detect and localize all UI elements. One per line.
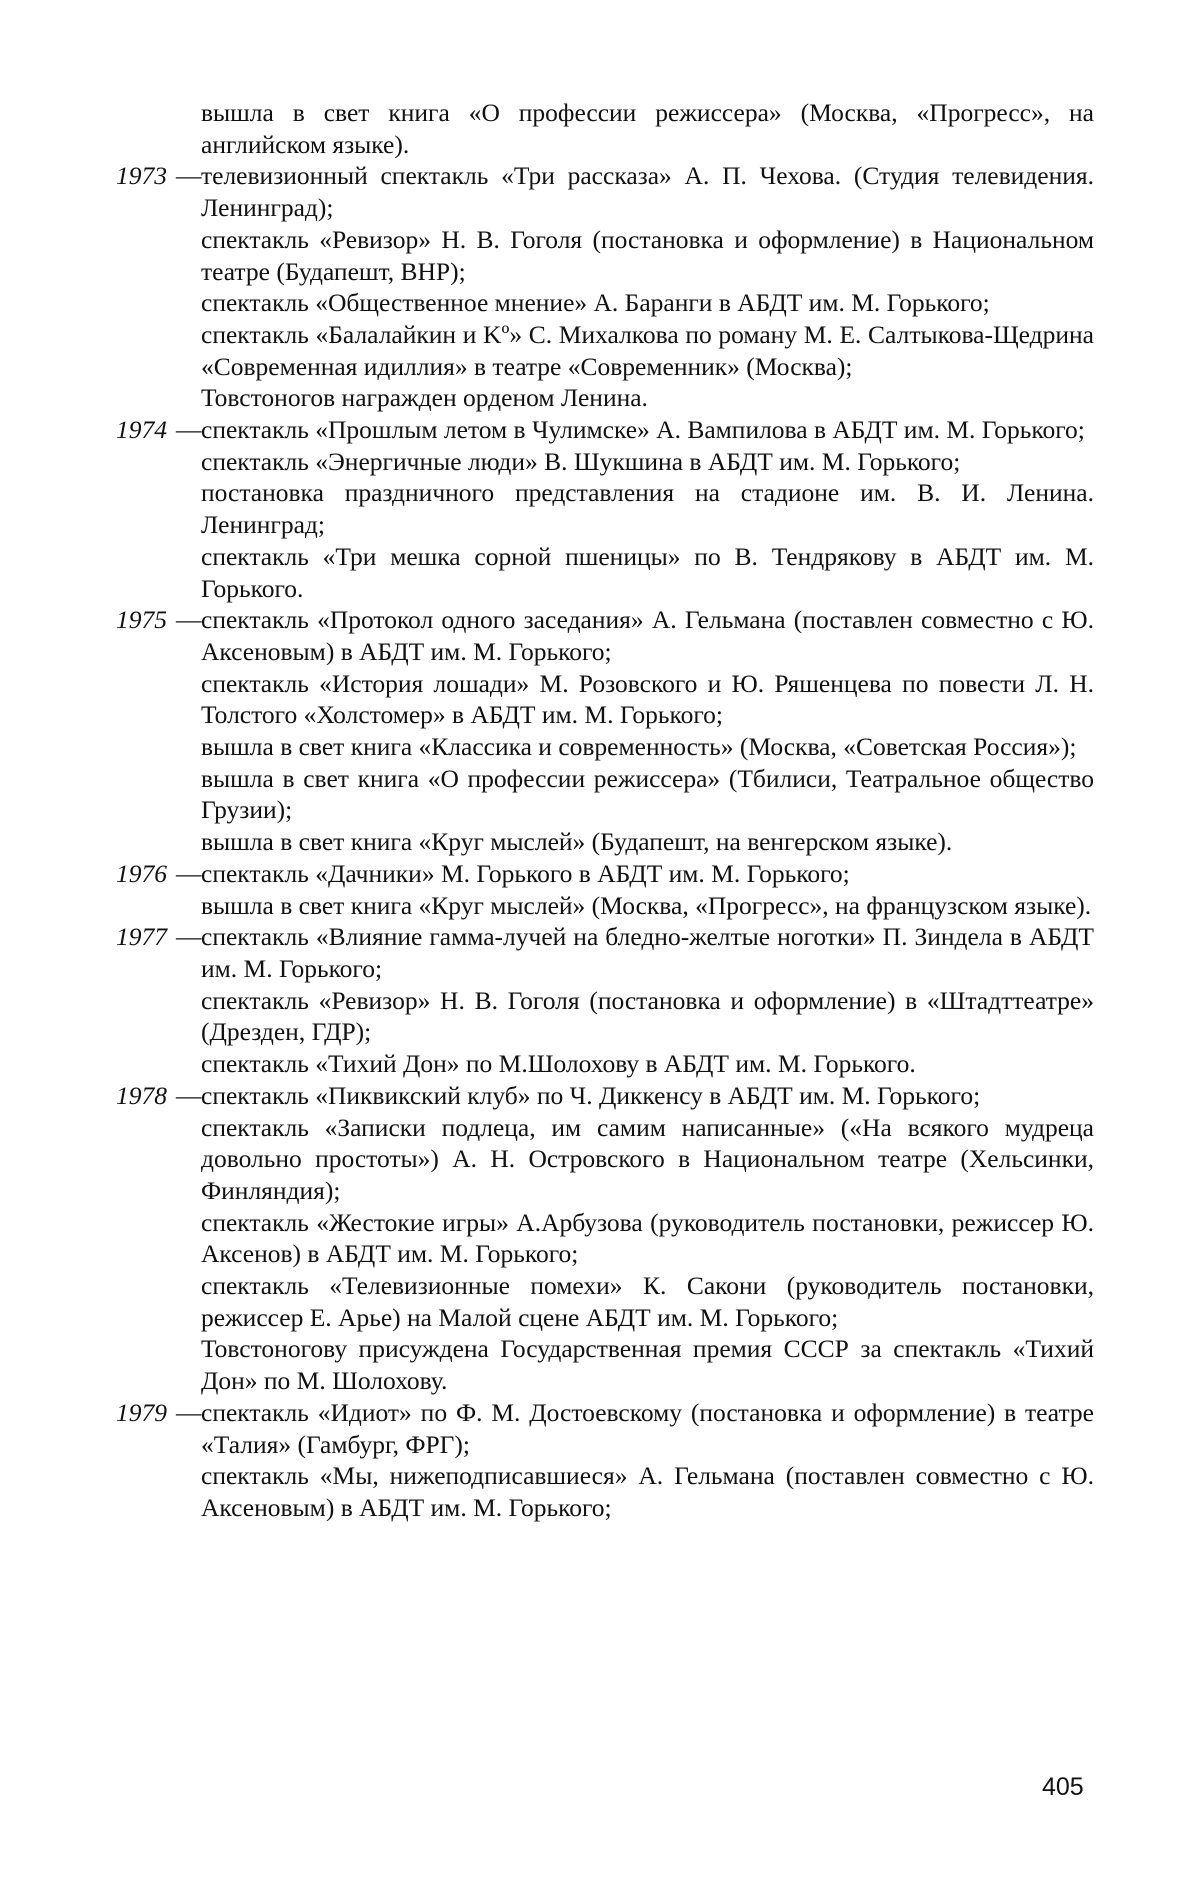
entry-item: вышла в свет книга «О профессии режиссера» (Тбилиси, Театральное общество Грузии);: [201, 763, 1094, 825]
entry-item: спектакль «История лошади» М. Розовского и Ю. Ряшенцева по повести Л. Н. Толстого «Холстомер» в АБДТ им. М. Горького;: [201, 668, 1094, 730]
year-dash: —: [176, 161, 202, 191]
entry-item: спектакль «Энергичные люди» В. Шукшина в АБДТ им. М. Горького;: [201, 446, 961, 476]
year-dash: —: [176, 858, 202, 888]
year-dash: —: [176, 1080, 202, 1110]
chronology-entry: [116, 858, 1094, 921]
entry-item: вышла в свет книга «Круг мыслей» (Будапешт, на венгерском языке).: [201, 827, 953, 857]
chronology-entry: [116, 97, 1094, 160]
page-number: 405: [1042, 1773, 1084, 1801]
entry-item: спектакль «Мы, нижеподписавшиеся» А. Гельмана (поставлен совместно с Ю. Аксеновым) в АБДТ им. М. Горького;: [201, 1461, 1094, 1522]
chronology-entry: [116, 1397, 1094, 1524]
entry-item: телевизионный спектакль «Три рассказа» А. П. Чехова. (Студия телевидения. Ленинград);: [201, 161, 1094, 223]
entry-item: спектакль «Записки подлеца, им самим написанные» («На всякого мудреца довольно простоты») А. Н. Островского в Национальном театре (Хельсинки, Финляндия);: [201, 1112, 1094, 1205]
entry-year: 1979: [116, 1397, 167, 1427]
entry-item: спектакль «Дачники» М. Горького в АБДТ им. М. Горького;: [201, 858, 850, 888]
entry-item: вышла в свет книга «Классика и современность» (Москва, «Советская Россия»);: [201, 732, 1077, 762]
entry-item: спектакль «Общественное мнение» А. Баранги в АБДТ им. М. Горького;: [201, 288, 990, 318]
entry-item: вышла в свет книга «О профессии режиссера» (Москва, «Прогресс», на английском языке).: [201, 98, 1094, 159]
entry-item: спектакль «Ревизор» Н. В. Гоголя (постановка и оформление) в Национальном театре (Будапешт, ВНР);: [201, 224, 1094, 286]
entry-item: спектакль «Влияние гамма-лучей на бледно-желтые ноготки» П. Зиндела в АБДТ им. М. Горького;: [201, 922, 1094, 983]
chronology-list: [116, 97, 1094, 1524]
entry-year: 1973: [116, 161, 167, 191]
entry-year: 1974: [116, 415, 167, 445]
year-dash: —: [176, 922, 202, 952]
year-dash: —: [176, 415, 202, 445]
entry-item: Товстоногов награжден орденом Ленина.: [201, 383, 648, 413]
entry-item: спектакль «Идиот» по Ф. М. Достоевскому (постановка и оформление) в театре «Талия» (Гамбург, ФРГ);: [201, 1397, 1094, 1459]
entry-year: 1975: [116, 605, 167, 635]
entry-item: спектакль «Жестокие игры» А.Арбузова (руководитель постановки, режиссер Ю. Аксенов) в АБДТ им. М. Горького;: [201, 1207, 1094, 1269]
entry-year: 1978: [116, 1080, 167, 1110]
entry-year: 1977: [116, 922, 167, 952]
entry-item: спектакль «Пиквикский клуб» по Ч. Диккенсу в АБДТ им. М. Горького;: [201, 1080, 981, 1110]
entry-item: спектакль «Ревизор» Н. В. Гоголя (постановка и оформление) в «Штадттеатре» (Дрезден, ГДР);: [201, 985, 1094, 1047]
year-dash: —: [176, 1397, 202, 1427]
chronology-entry: [116, 414, 1094, 604]
entry-item: вышла в свет книга «Круг мыслей» (Москва, «Прогресс», на французском языке).: [201, 890, 1092, 920]
entry-item: Товстоногову присуждена Государственная премия СССР за спектакль «Тихий Дон» по М. Шолохову.: [201, 1334, 1094, 1396]
year-dash: —: [176, 605, 202, 635]
chronology-entry: [116, 160, 1094, 414]
entry-item: спектакль «Три мешка сорной пшеницы» по В. Тендрякову в АБДТ им. М. Горького.: [201, 541, 1094, 603]
chronology-entry: [116, 1080, 1094, 1397]
entry-item: спектакль «Балалайкин и Kº» С. Михалкова по роману М. Е. Салтыкова-Щедрина «Современная идиллия» в театре «Современник» (Москва);: [201, 319, 1094, 381]
entry-item: спектакль «Тихий Дон» по М.Шолохову в АБДТ им. М. Горького.: [201, 1049, 916, 1079]
entry-item: спектакль «Телевизионные помехи» К. Сакони (руководитель постановки, режиссер Е. Арье) на Малой сцене АБДТ им. М. Горького;: [201, 1271, 1094, 1332]
chronology-entry: [116, 604, 1094, 858]
entry-year: 1976: [116, 858, 167, 888]
entry-item: спектакль «Протокол одного заседания» А. Гельмана (поставлен совместно с Ю. Аксеновым) в АБДТ им. М. Горького;: [201, 605, 1094, 666]
entry-item: спектакль «Прошлым летом в Чулимске» А. Вампилова в АБДТ им. М. Горького;: [201, 415, 1085, 445]
chronology-entry: [116, 921, 1094, 1080]
entry-item: постановка праздничного представления на стадионе им. В. И. Ленина. Ленинград;: [201, 478, 1094, 540]
